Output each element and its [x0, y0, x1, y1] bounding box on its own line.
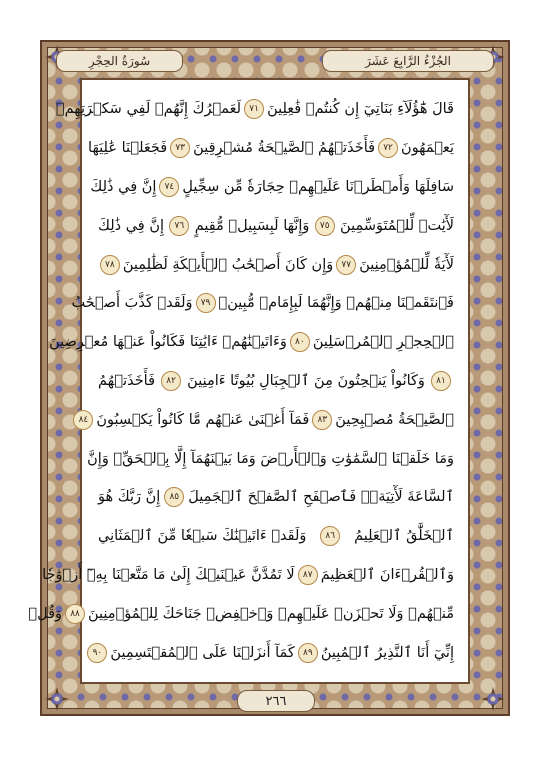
ayah-text: وَإِن كَانَ أَصۡحَٰبُ ٱلۡأَيۡكَةِ لَظَٰلِمِينَ — [122, 256, 334, 273]
ayah-text: فَأَخَذَتۡهُمُ — [98, 372, 156, 389]
ayah-text: لَأٓيَٰتٖ لِّلۡمُتَوَسِّمِينَ — [340, 217, 454, 234]
ayah-text: وَكَانُواْ يَنۡحِتُونَ مِنَ ٱلۡجِبَالِ بُيُوتًا ءَامِنِينَ — [187, 372, 425, 389]
ayah-text: ٱلۡحِجۡرِ ٱلۡمُرۡسَلِينَ — [312, 334, 454, 351]
ayah-text: وَإِنَّهَا لَبِسَبِيلٖ مُّقِيمٍ — [194, 217, 310, 234]
verse-end-marker-icon: ٨٦ — [320, 526, 340, 546]
verse-end-marker-icon: ٧٤ — [159, 177, 179, 197]
ayah-text: لَأٓيَةٗ لِّلۡمُؤۡمِنِينَ — [359, 256, 454, 273]
ayah-text: قَالَ هَٰٓؤُلَآءِ بَنَاتِيٓ إِن كُنتُمۡ فَٰعِلِينَ — [267, 101, 454, 118]
ayah-line — [49, 323, 454, 362]
ayah-line — [98, 517, 454, 556]
floral-ornament-icon — [44, 686, 70, 712]
quran-text-panel — [28, 78, 470, 684]
verse-end-marker-icon: ٧٢ — [378, 138, 398, 158]
ayah-line — [98, 206, 454, 245]
verse-end-marker-icon: ٧٣ — [170, 138, 190, 158]
ayah-line — [90, 168, 454, 207]
verse-end-marker-icon: ٧١ — [244, 99, 264, 119]
ayah-line — [42, 556, 454, 595]
verse-end-marker-icon: ٨١ — [431, 371, 451, 391]
ayah-text: وَٱلۡقُرۡءَانَ ٱلۡعَظِيمَ — [320, 566, 454, 583]
verse-end-marker-icon: ٨٧ — [298, 565, 318, 585]
verse-end-marker-icon: ٨٣ — [312, 410, 332, 430]
juz-title: الجُزْءُ الرَّابِعَ عَشَرَ — [322, 50, 494, 72]
ayah-text: لَعَمۡرُكَ إِنَّهُمۡ لَفِي سَكۡرَتِهِمۡ — [55, 101, 242, 118]
ayah-line — [28, 594, 454, 633]
ayah-text: إِنَّ فِي ذَٰلِكَ — [90, 178, 157, 195]
verse-end-marker-icon: ٧٦ — [169, 216, 189, 236]
verse-end-marker-icon: ٨٩ — [298, 643, 318, 663]
ayah-text: ٱلصَّيۡحَةُ مُصۡبِحِينَ — [335, 411, 454, 428]
ayah-text: إِنِّيٓ أَنَا ٱلنَّذِيرُ ٱلۡمُبِينُ — [320, 644, 454, 661]
ayah-line — [71, 284, 454, 323]
ayah-line — [98, 245, 454, 284]
ayah-line — [88, 129, 454, 168]
verse-end-marker-icon: ٧٧ — [336, 255, 356, 275]
ayah-text: كَمَآ أَنزَلۡنَا عَلَى ٱلۡمُقۡتَسِمِينَ — [110, 644, 295, 661]
ayah-text: ٱلسَّاعَةَ لَأٓتِيَةٞۖ فَٱصۡفَحِ ٱلصَّفۡحَ ٱلۡجَمِيلَ — [188, 489, 454, 506]
floral-ornament-icon — [480, 686, 506, 712]
ayah-line — [55, 90, 454, 129]
verse-end-marker-icon: ٧٥ — [315, 216, 335, 236]
ayah-text: وَلَقَدۡ كَذَّبَ أَصۡحَٰبُ — [71, 295, 193, 312]
ayah-text: ٱلۡخَلَّٰقُ ٱلۡعَلِيمُ — [354, 528, 454, 545]
verse-end-marker-icon: ٨٤ — [73, 410, 93, 430]
verse-end-marker-icon: ٨٥ — [164, 487, 184, 507]
page-number: ٢٦٦ — [237, 690, 315, 712]
ayah-text: فَأَخَذَتۡهُمُ ٱلصَّيۡحَةُ مُشۡرِقِينَ — [193, 140, 376, 157]
page-header — [56, 50, 494, 72]
ayah-line — [87, 439, 454, 478]
ayah-text: إِنَّ رَبَّكَ هُوَ — [98, 489, 161, 506]
surah-title: سُورَةُ الحِجْرِ — [56, 50, 183, 72]
verse-end-marker-icon: ٩٠ — [87, 643, 107, 663]
ayah-text: يَعۡمَهُونَ — [401, 140, 454, 157]
verse-end-marker-icon: ٨٢ — [161, 371, 181, 391]
ayah-line — [98, 362, 454, 401]
ayah-text: فَجَعَلۡنَا عَٰلِيَهَا — [88, 140, 168, 157]
ayah-text: فَمَآ أَغۡنَىٰ عَنۡهُم مَّا كَانُواْ يَكۡسِبُونَ — [96, 411, 310, 428]
ayah-text: فَٱنتَقَمۡنَا مِنۡهُمۡ وَإِنَّهُمَا لَبِإِمَامٖ مُّبِينٖ — [218, 295, 454, 312]
ayah-text: لَا تَمُدَّنَّ عَيۡنَيۡكَ إِلَىٰ مَا مَتَّعۡنَا بِهِۦٓ أَزۡوَٰجٗا — [42, 566, 295, 583]
verse-end-marker-icon: ٧٩ — [196, 293, 216, 313]
ayah-line — [78, 400, 454, 439]
ayah-text: إِنَّ فِي ذَٰلِكَ — [98, 217, 165, 234]
ayah-lines — [28, 90, 454, 672]
verse-end-marker-icon: ٧٨ — [100, 255, 120, 275]
verse-end-marker-icon: ٨٠ — [290, 332, 310, 352]
ayah-line — [98, 478, 454, 517]
ayah-text: وَمَا خَلَقۡنَا ٱلسَّمَٰوَٰتِ وَٱلۡأَرۡضَ وَمَا بَيۡنَهُمَآ إِلَّا بِٱلۡحَقِّۗ وَإِنَّ — [87, 450, 454, 467]
ayah-text: وَءَاتَيۡنَٰهُمۡ ءَايَٰتِنَا فَكَانُواْ عَنۡهَا مُعۡرِضِينَ — [49, 334, 287, 351]
ayah-text: مِّنۡهُمۡ وَلَا تَحۡزَنۡ عَلَيۡهِمۡ وَٱخۡفِضۡ جَنَاحَكَ لِلۡمُؤۡمِنِينَ — [88, 605, 454, 622]
ayah-text: وَقُلۡ — [28, 605, 63, 622]
ayah-text: وَلَقَدۡ ءَاتَيۡنَٰكَ سَبۡعٗا مِّنَ ٱلۡمَثَانِي — [98, 528, 307, 545]
ayah-text: سَافِلَهَا وَأَمۡطَرۡنَا عَلَيۡهِمۡ حِجَارَةٗ مِّن سِجِّيلٍ — [182, 178, 454, 195]
ayah-line — [92, 633, 454, 672]
verse-end-marker-icon: ٨٨ — [65, 604, 85, 624]
